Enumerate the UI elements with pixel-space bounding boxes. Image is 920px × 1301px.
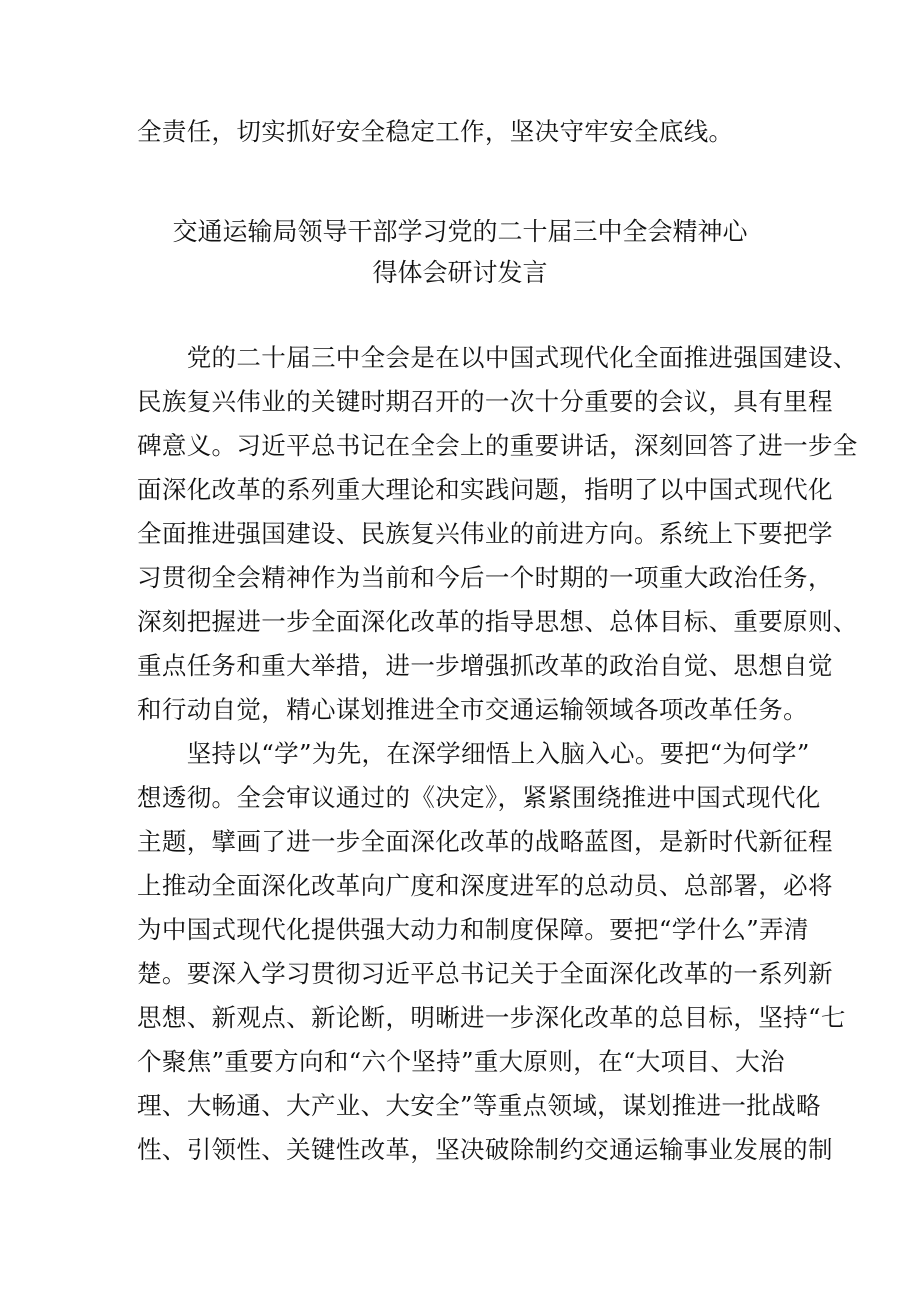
- text-line: 楚。要深入学习贯彻习近平总书记关于全面深化改革的一系列新: [137, 959, 833, 988]
- text-line: 理、大畅通、大产业、大安全”等重点领域，谋划推进一批战略: [137, 1091, 821, 1120]
- document-title-line-2: 得体会研讨发言: [372, 258, 548, 287]
- text-line: 深刻把握进一步全面深化改革的指导思想、总体目标、重要原则、: [137, 607, 858, 636]
- continuation-line: 全责任，切实抓好安全稳定工作，坚决守牢安全底线。: [137, 117, 734, 146]
- text-line: 面深化改革的系列重大理论和实践问题，指明了以中国式现代化: [137, 475, 833, 504]
- text-line: 重点任务和重大举措，进一步增强抓改革的政治自觉、思想自觉: [137, 651, 833, 680]
- text-line: 全面推进强国建设、民族复兴伟业的前进方向。系统上下要把学: [137, 519, 833, 548]
- text-line: 习贯彻全会精神作为当前和今后一个时期的一项重大政治任务，: [137, 563, 833, 592]
- document-title-line-1: 交通运输局领导干部学习党的二十届三中全会精神心: [172, 217, 748, 246]
- text-line: 坚持以“学”为先，在深学细悟上入脑入心。要把“为何学”: [137, 739, 810, 768]
- text-line: 主题，擘画了进一步全面深化改革的战略蓝图，是新时代新征程: [137, 827, 833, 856]
- text-line: 和行动自觉，精心谋划推进全市交通运输领域各项改革任务。: [137, 695, 808, 724]
- text-line: 党的二十届三中全会是在以中国式现代化全面推进强国建设、: [137, 343, 858, 372]
- text-line: 碑意义。习近平总书记在全会上的重要讲话，深刻回答了进一步全: [137, 431, 858, 460]
- text-line: 想透彻。全会审议通过的《决定》，紧紧围绕推进中国式现代化: [137, 783, 821, 812]
- text-line: 性、引领性、关键性改革，坚决破除制约交通运输事业发展的制: [137, 1135, 833, 1164]
- text-line: 为中国式现代化提供强大动力和制度保障。要把“学什么”弄清: [137, 915, 809, 944]
- text-line: 思想、新观点、新论断，明晰进一步深化改革的总目标，坚持“七: [137, 1003, 846, 1032]
- text-line: 上推动全面深化改革向广度和深度进军的总动员、总部署，必将: [137, 871, 833, 900]
- text-line: 民族复兴伟业的关键时期召开的一次十分重要的会议，具有里程: [137, 387, 833, 416]
- text-line: 个聚焦”重要方向和“六个坚持”重大原则，在“大项目、大治: [137, 1047, 785, 1076]
